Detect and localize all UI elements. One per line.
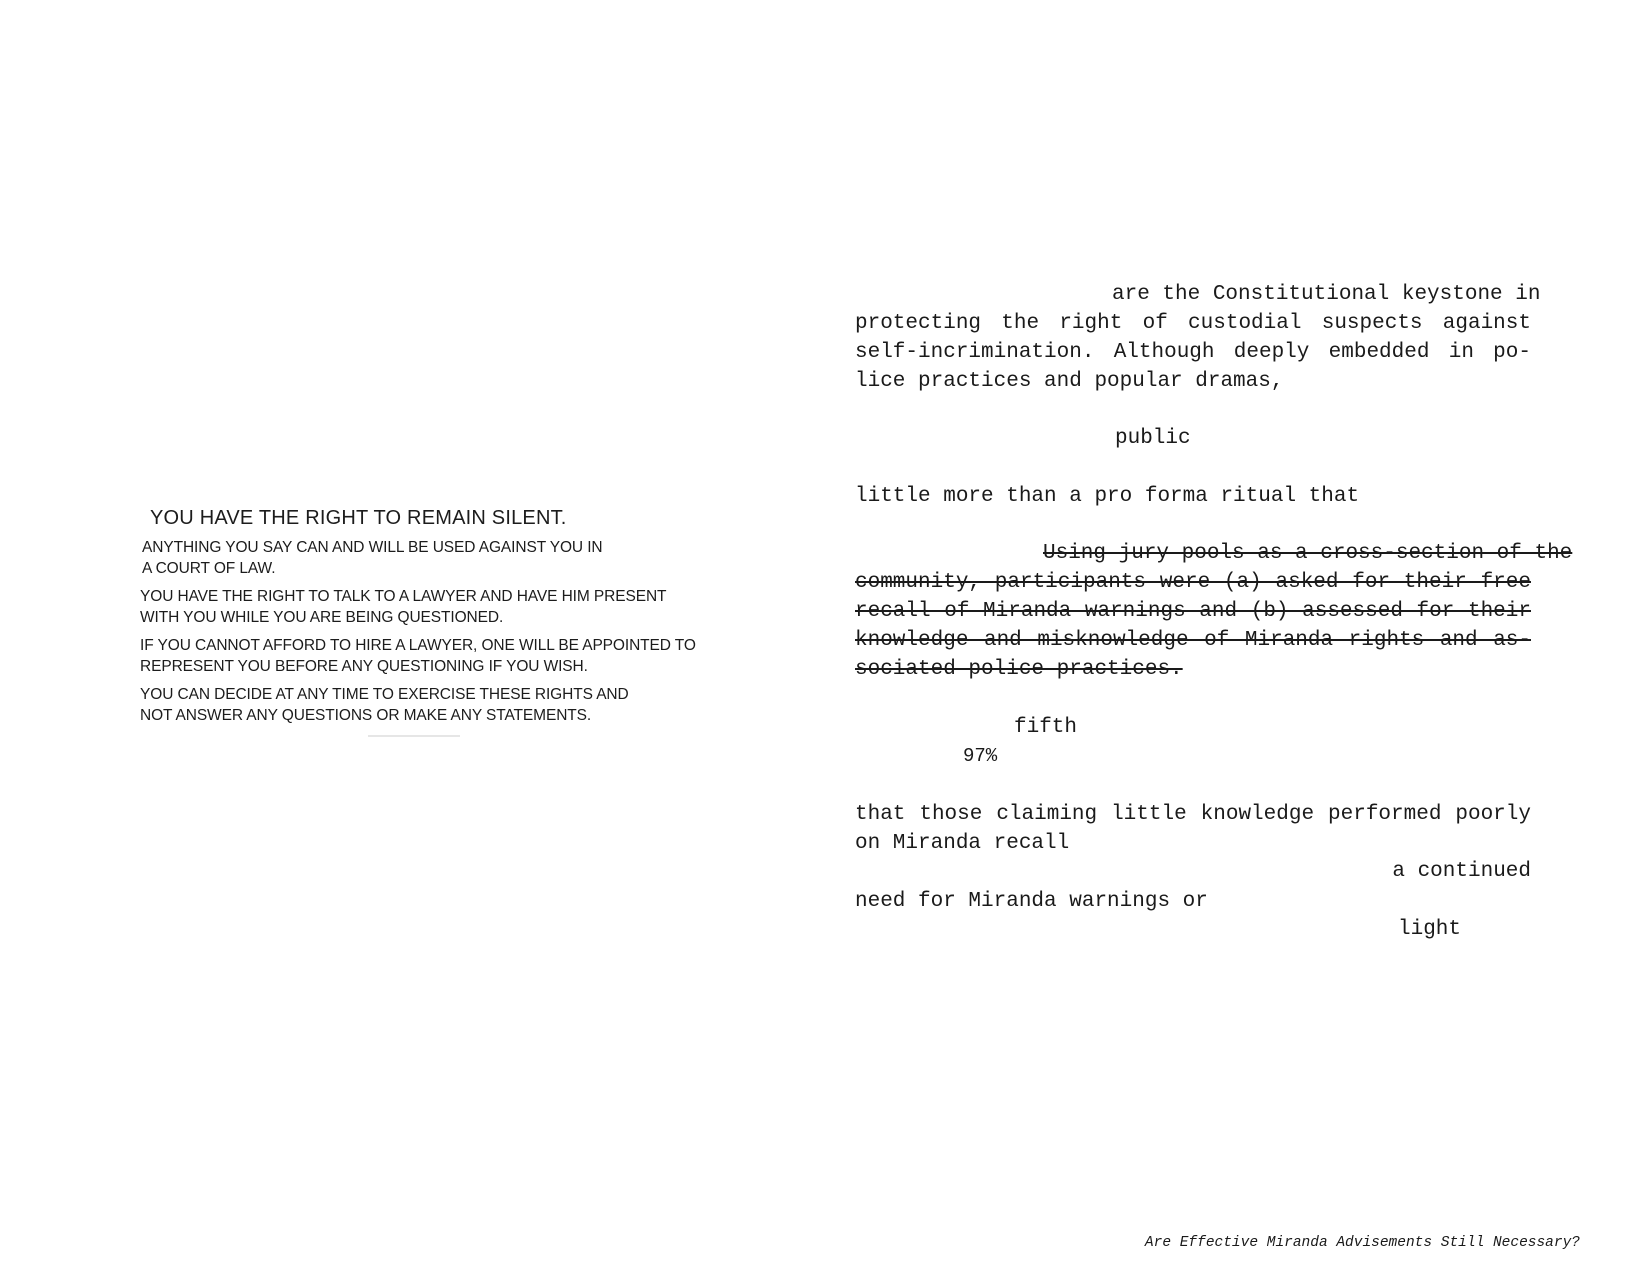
- card-line: IF YOU CANNOT AFFORD TO HIRE A LAWYER, ONE WILL BE APPOINTED TO: [140, 637, 696, 654]
- text-line: that those claiming little knowledge performed poorly: [855, 803, 1531, 826]
- text-fragment: public: [1115, 427, 1191, 450]
- card-line: REPRESENT YOU BEFORE ANY QUESTIONING IF YOU WISH.: [140, 658, 588, 675]
- text-fragment: a continued: [1392, 860, 1531, 883]
- card-line: YOU CAN DECIDE AT ANY TIME TO EXERCISE THESE RIGHTS AND: [140, 686, 629, 703]
- card-line: YOU HAVE THE RIGHT TO TALK TO A LAWYER AND HAVE HIM PRESENT: [140, 588, 667, 605]
- running-footer: Are Effective Miranda Advisements Still Necessary?: [1144, 1235, 1580, 1251]
- struck-line: knowledge and misknowledge of Miranda rights and as-: [855, 629, 1531, 652]
- struck-line: Using jury pools as a cross-section of the: [1043, 542, 1573, 565]
- percent-figure: 97%: [963, 745, 998, 767]
- text-line: need for Miranda warnings or: [855, 890, 1208, 913]
- struck-line: sociated police practices.: [855, 658, 1183, 681]
- text-line: are the Constitutional keystone in: [1112, 283, 1541, 306]
- text-fragment: fifth: [1014, 716, 1078, 739]
- text-line: lice practices and popular dramas,: [855, 370, 1284, 393]
- text-line: on Miranda recall: [855, 832, 1070, 855]
- text-line: self-incrimination. Although deeply embedded in po-: [855, 341, 1531, 364]
- card-line: WITH YOU WHILE YOU ARE BEING QUESTIONED.: [140, 609, 504, 626]
- text-fragment: light: [1398, 918, 1462, 941]
- card-line: A COURT OF LAW.: [142, 560, 276, 577]
- text-line: protecting the right of custodial suspects against: [855, 312, 1531, 335]
- card-heading: YOU HAVE THE RIGHT TO REMAIN SILENT.: [150, 507, 567, 529]
- redacted-text-page: [825, 0, 1650, 1275]
- faint-scan-mark: [368, 735, 460, 737]
- text-line: little more than a pro forma ritual that: [855, 485, 1360, 508]
- struck-line: community, participants were (a) asked for their free: [855, 571, 1531, 594]
- card-line: NOT ANSWER ANY QUESTIONS OR MAKE ANY STATEMENTS.: [140, 707, 592, 724]
- card-line: ANYTHING YOU SAY CAN AND WILL BE USED AGAINST YOU IN: [142, 539, 603, 556]
- struck-line: recall of Miranda warnings and (b) assessed for their: [855, 600, 1531, 623]
